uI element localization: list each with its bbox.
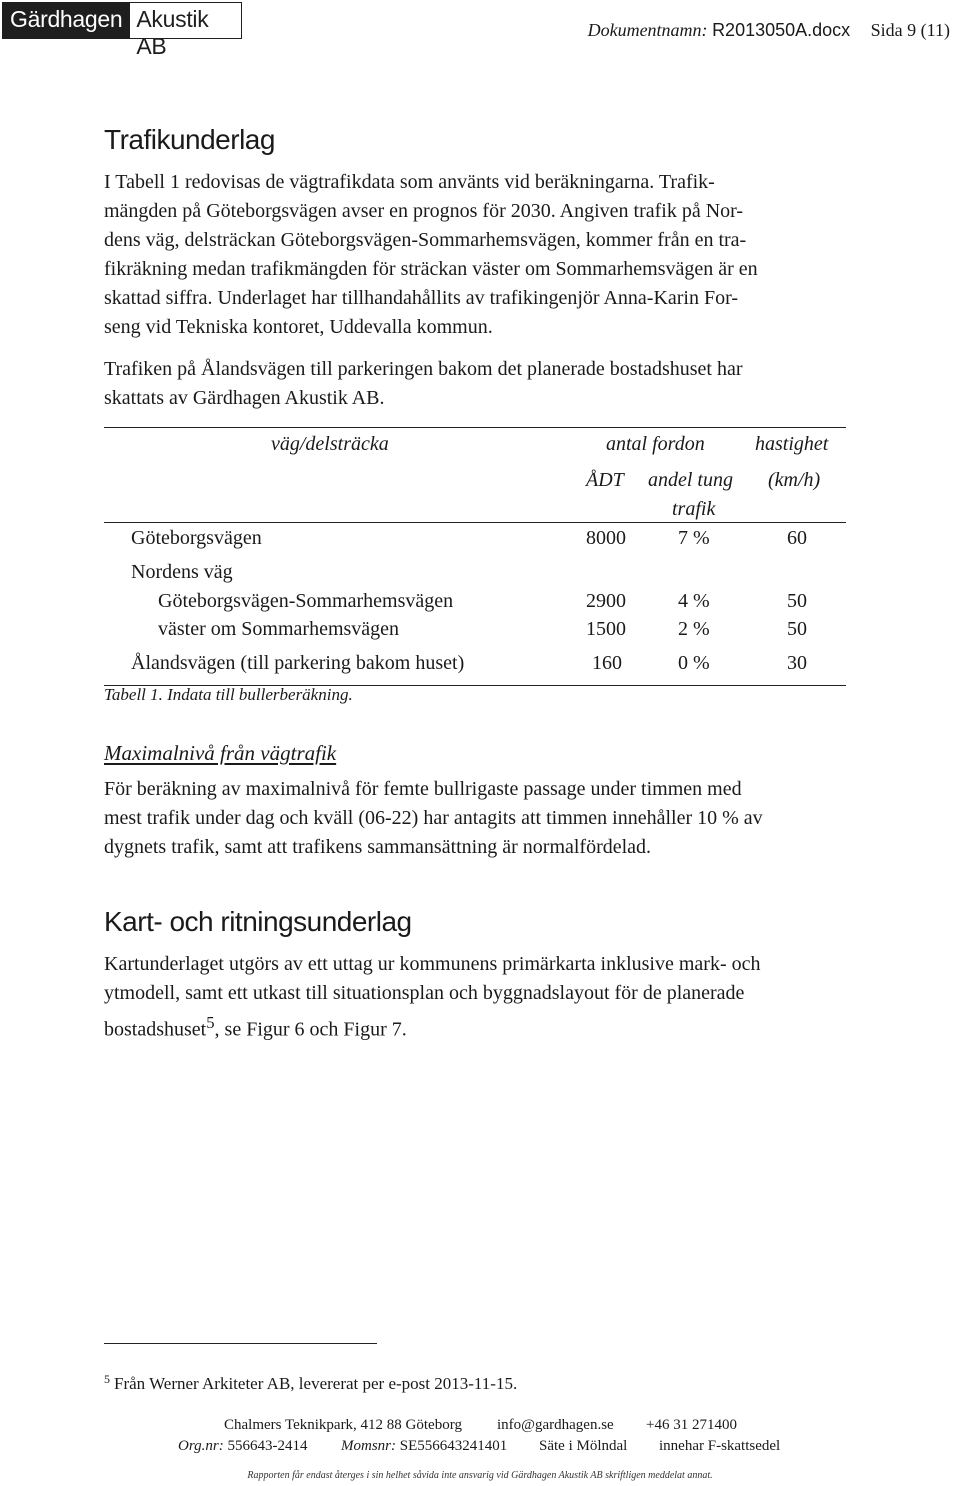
paragraph-alandsvagen	[104, 355, 864, 413]
text-line: För beräkning av maximalnivå för femte bullrigaste passage under timmen med	[104, 778, 742, 800]
text-line: dygnets trafik, samt att trafikens sammansättning är normalfördelad.	[104, 836, 652, 858]
footer-seat: Säte i Mölndal	[539, 1438, 628, 1454]
document-name-label: Dokumentnamn:	[587, 20, 708, 40]
paragraph-kartunderlag	[104, 950, 864, 1045]
document-name: R2013050A.docx	[712, 20, 851, 40]
header-speed-unit: (km/h)	[768, 469, 821, 491]
footnote-number: 5	[104, 1372, 110, 1386]
footer-disclaimer: Rapporten får endast återges i sin helhet såvida inte ansvarig vid Gärdhagen Akustik AB skriftligen meddelat annat.	[247, 1470, 713, 1481]
header-road: väg/delsträcka	[271, 433, 389, 455]
table-row-adt: 1500	[586, 618, 626, 640]
table-row-name: Göteborgsvägen-Sommarhemsvägen	[158, 590, 454, 612]
header-heavy-line2: trafik	[672, 498, 716, 520]
text-line: dens väg, delsträckan Göteborgsvägen-Sommarhemsvägen, kommer från en tra-	[104, 229, 747, 251]
text-line: I Tabell 1 redovisas de vägtrafikdata som använts vid beräkningarna. Trafik-	[104, 171, 715, 193]
logo-part-1: Gärdhagen	[2, 2, 129, 39]
table-row-speed: 60	[787, 527, 807, 549]
text-line: seng vid Tekniska kontoret, Uddevalla kommun.	[104, 316, 493, 338]
footer-email: info@gardhagen.se	[497, 1417, 614, 1433]
table-row-speed: 30	[787, 652, 807, 674]
text-line: ytmodell, samt ett utkast till situationsplan och byggnadslayout för de planerade	[104, 982, 745, 1004]
footer-moms-label: Momsnr:	[341, 1438, 396, 1454]
footnote-reference: 5	[206, 1013, 215, 1032]
text-line	[104, 1008, 864, 1045]
text-line: skattats av Gärdhagen Akustik AB.	[104, 387, 385, 409]
section-title-trafikunderlag: Trafikunderlag	[104, 124, 275, 155]
table-row-name: Nordens väg	[131, 561, 233, 583]
footer-line-1	[0, 1417, 960, 1437]
table-row-name: Ålandsvägen (till parkering bakom huset)	[131, 652, 465, 674]
text-line: fikräkning medan trafikmängden för sträckan väster om Sommarhemsvägen är en	[104, 258, 758, 280]
table-row-speed: 50	[787, 590, 807, 612]
table-row-heavy: 4 %	[678, 590, 710, 612]
footnote	[104, 1372, 517, 1394]
header-vehicles: antal fordon	[606, 433, 705, 455]
header-speed: hastighet	[755, 433, 829, 455]
table-row-speed: 50	[787, 618, 807, 640]
text-segment: bostadshuset	[104, 1018, 207, 1041]
footer-address: Chalmers Teknikpark, 412 88 Göteborg	[224, 1417, 462, 1433]
table-row-adt: 160	[592, 652, 622, 674]
logo-part-2: Akustik AB	[129, 2, 242, 39]
text-line: Kartunderlaget utgörs av ett uttag ur kommunens primärkarta inklusive mark- och	[104, 953, 761, 975]
company-logo	[2, 2, 242, 59]
traffic-table	[104, 427, 846, 686]
table-row-adt: 2900	[586, 590, 626, 612]
table-row-name: Göteborgsvägen	[131, 527, 262, 549]
text-line: Trafiken på Ålandsvägen till parkeringen bakom det planerade bostadshuset har	[104, 358, 743, 380]
table-row-heavy: 0 %	[678, 652, 710, 674]
table-row-adt: 8000	[586, 527, 626, 549]
text-line: mest trafik under dag och kväll (06-22) har antagits att timmen innehåller 10 % av	[104, 807, 763, 829]
header-adt: ÅDT	[586, 469, 624, 491]
paragraph-traffic-data	[104, 168, 864, 342]
table-row-heavy: 7 %	[678, 527, 710, 549]
document-info	[588, 20, 950, 41]
section-title-maximalniva: Maximalnivå från vägtrafik	[104, 741, 337, 765]
text-line: mängden på Göteborgsvägen avser en prognos för 2030. Angiven trafik på Nor-	[104, 200, 744, 222]
footer-org-label: Org.nr:	[178, 1438, 224, 1454]
table-caption: Tabell 1. Indata till bullerberäkning.	[104, 685, 353, 704]
text-line: skattad siffra. Underlaget har tillhandahållits av trafikingenjör Anna-Karin For-	[104, 287, 739, 309]
section-title-kartunderlag: Kart- och ritningsunderlag	[104, 906, 412, 937]
page-number: Sida 9 (11)	[870, 20, 950, 40]
footer-phone: +46 31 271400	[646, 1417, 737, 1433]
header-heavy-line1: andel tung	[648, 469, 733, 491]
table-row-heavy: 2 %	[678, 618, 710, 640]
footer-moms-value: SE556643241401	[399, 1438, 508, 1454]
footer-line-2	[0, 1438, 960, 1458]
header-rule	[104, 522, 846, 523]
text-segment: , se Figur 6 och Figur 7.	[214, 1018, 407, 1041]
footer-org-value: 556643-2414	[227, 1438, 308, 1454]
footnote-text: Från Werner Arkiteter AB, levererat per e-post 2013-11-15.	[114, 1374, 518, 1393]
paragraph-maximalniva	[104, 775, 864, 862]
table-row-name: väster om Sommarhemsvägen	[158, 618, 400, 640]
footnote-rule	[104, 1343, 377, 1344]
footer-tax: innehar F-skattsedel	[659, 1438, 781, 1454]
